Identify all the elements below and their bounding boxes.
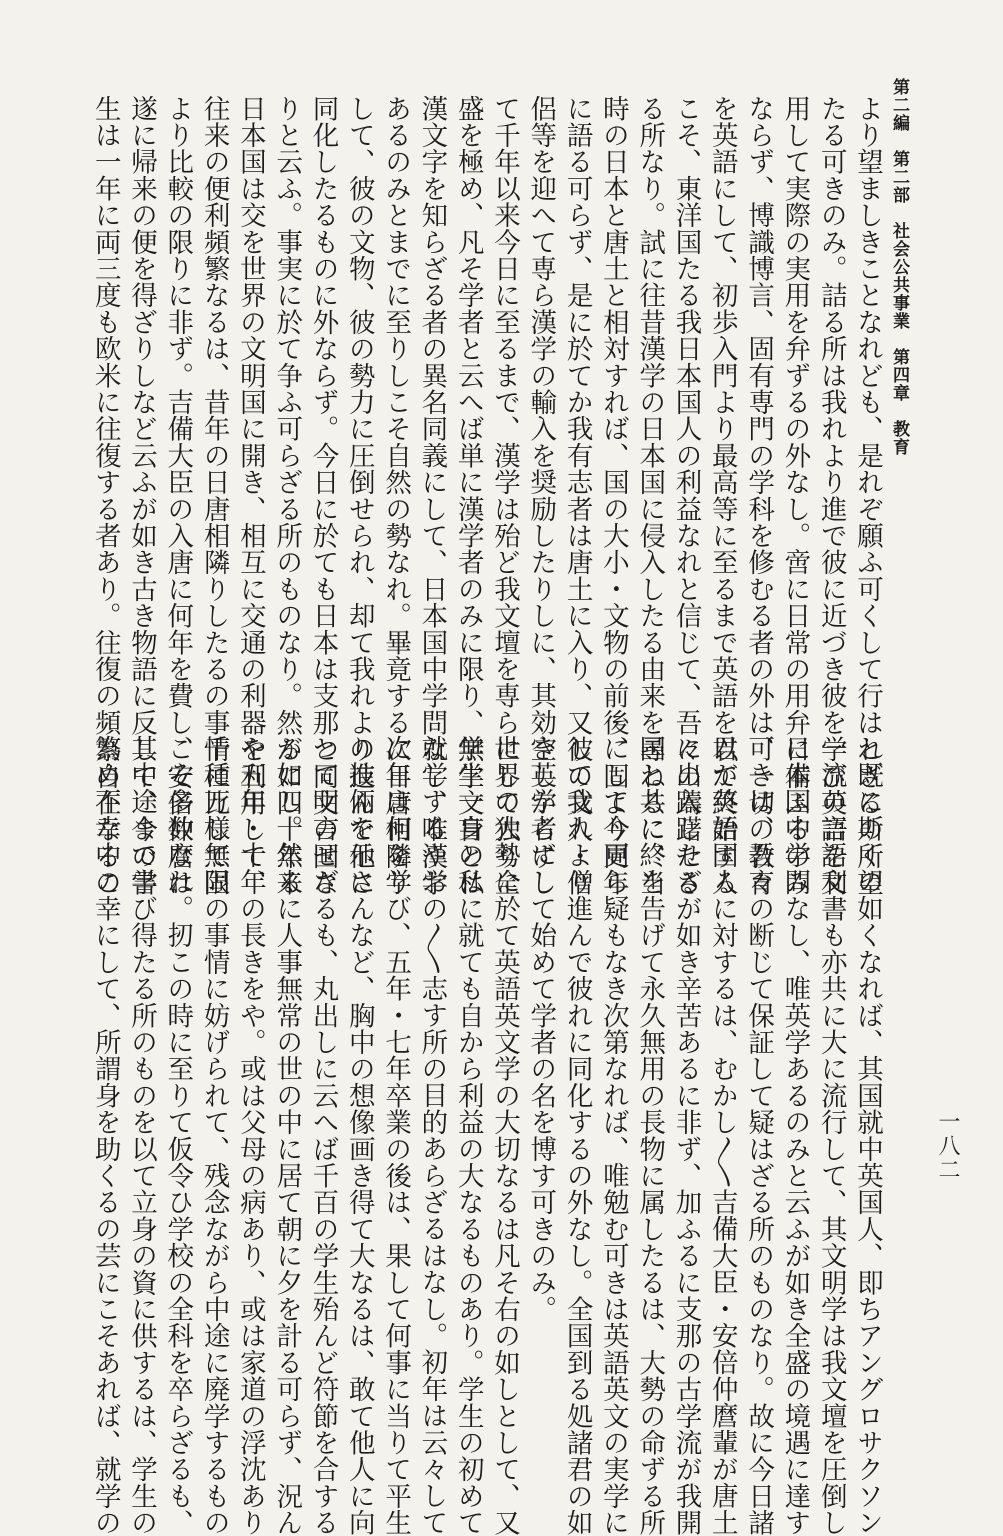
text-line: 就学するやおの〳〵志す所の目的あらざるはなし。初年は云々して <box>416 735 448 1536</box>
text-line: こそ多数なれ。扨この時に至りて仮令ひ学校の全科を卒らざるも、 <box>162 735 194 1536</box>
running-header: 第二編 第二部 社会公共事業 第四章 教育 <box>889 78 909 456</box>
text-line: こそ、東洋国たる我日本国人の利益なれと信じて、吾々の躊躇せざ <box>670 95 702 896</box>
text-line: して、彼の文物、彼の勢力に圧倒せられ、却て我れより進んで他に <box>343 95 375 896</box>
text-line: の技倆を示さんなど、胸中の想像画き得て大なるは、敢て他人に向 <box>343 735 375 1536</box>
text-line: 次年は何を学び、五年・七年卒業の後は、果して何事に当りて平生 <box>380 735 412 1536</box>
text-line: 生は一年に両三度も欧米に往復する者あり。往復の頻繁自在なるこ <box>89 95 121 896</box>
text-line: 其中途まで学び得たる所のものを以て立身の資に供するは、学生の <box>126 735 157 1536</box>
text-line: を英語にして、初歩入門より最高等に至るまで英語を以て終始する <box>706 95 738 896</box>
text-line: より比較の限りに非ず。吉備大臣の入唐に何年を費し、安倍仲麿は <box>162 95 194 896</box>
text-line: き英学者にして始めて学者の名を博す可きのみ。 <box>525 735 557 1323</box>
text-line: にして今更ら疑もなき次第なれば、唯勉む可きは英語英文の実学に <box>597 735 629 1536</box>
text-line: と既に斯くの如くなれば、其国就中英国人、即ちアングロサクソン <box>852 735 883 1536</box>
text-line: 用して実際の実用を弁ずるの外なし。啻に日常の用弁に備ふるのみ <box>779 95 811 896</box>
text-line: 千種万様無限の事情に妨げられて、残念ながら中途に廃学するもの <box>198 735 230 1536</box>
page-number: 一八二 <box>935 1110 960 1182</box>
text-line: て千年以来今日に至るまで、漢学は殆ど我文壇を専らにして独り全 <box>489 95 520 896</box>
text-line: 可きは、吾々の断じて保証して疑はざる所のものなり。故に今日諸 <box>743 735 775 1536</box>
text-line: 盛を極め、凡そ学者と云へば単に漢学者のみに限り、無学文盲とは <box>452 95 484 896</box>
text-line: や五年・十年の長きをや。或は父母の病あり、或は家道の浮沈あり <box>234 735 266 1536</box>
text-line: りと云ふ。事実に於て争ふ可らざる所のものなり。然るに四十年来 <box>271 95 303 896</box>
text-line: あるのみとまでに至りしこそ自然の勢なれ。畢竟するに日唐相隣り <box>380 95 412 896</box>
text-line: 君が英語国人に対するは、むかし〳〵吉備大臣・安倍仲麿輩が唐土 <box>706 735 738 1536</box>
text-line: る所なり。試に往昔漢学の日本国に侵入したる由来を尋ねるに、当 <box>634 95 666 896</box>
text-line: つて明言せざるも、丸出しに云へば千百の学生殆んど符節を合する <box>307 735 339 1536</box>
text-line: 学生一身の私に就ても自から利益の大なるものあり。学生の初めて <box>452 735 484 1536</box>
text-line: が如し。然るに人事無常の世の中に居て朝に夕を計る可らず、況ん <box>271 735 303 1536</box>
text-line: 漢文字を知らざる者の異名同義にして、日本国中学問なし、唯漢学 <box>416 95 448 896</box>
text-line: して我れより進んで彼れに同化するの外なし。全国到る処諸君の如 <box>561 735 593 1536</box>
text-line: に出入したるが如き辛苦あるに非ず、加ふるに支那の古学流が我開 <box>670 735 702 1536</box>
text-line: 一流の言語文書も亦共に大に流行して、其文明学は我文壇を圧倒し <box>815 735 847 1536</box>
text-line: に語る可らず、是に於てか我有志者は唐土に入り、又彼の文人・僧 <box>561 95 593 896</box>
text-line: 世界の大勢に於て英語英文学の大切なるは凡そ右の如しとして、又 <box>489 735 520 1536</box>
text-line: より望ましきことなれども、是れぞ願ふ可くして行はれざるの所望 <box>852 95 883 896</box>
text-line: 日本国は交を世界の文明国に開き、相互に交通の利器を利用して、 <box>234 95 266 896</box>
text-line: 遂に帰来の便を得ざりしなど云ふが如き古き物語に反して、今の書 <box>126 95 157 897</box>
text-line: 為め不幸中の幸にして、所謂身を助くるの芸にこそあれば、就学の <box>89 735 121 1536</box>
text-line: 時の日本と唐土と相対すれば、国の大小・文物の前後、固より同年 <box>597 95 629 896</box>
text-line: 国と共に終を告げて永久無用の長物に属したるは、大勢の命ずる所 <box>634 735 666 1536</box>
text-line: 往来の便利頻繁なるは、昔年の日唐相隣りしたるの事情に比して固 <box>198 95 230 896</box>
text-line: ならず、博識博言、固有専門の学科を修むる者の外は、一切の教育 <box>743 95 775 896</box>
text-line: 侶等を迎へて専ら漢学の輸入を奨励したりしに、其効空しからずし <box>525 95 557 896</box>
text-line: 日本国中学問なし、唯英学あるのみと云ふが如き全盛の境遇に達す <box>779 735 811 1536</box>
text-line: たる可きのみ。詰る所は我れより進で彼に近づき彼を学び英語を利 <box>815 95 847 897</box>
text-line: 同化したるものに外ならず。今日に於ても日本は支那と同文の国な <box>307 95 339 896</box>
